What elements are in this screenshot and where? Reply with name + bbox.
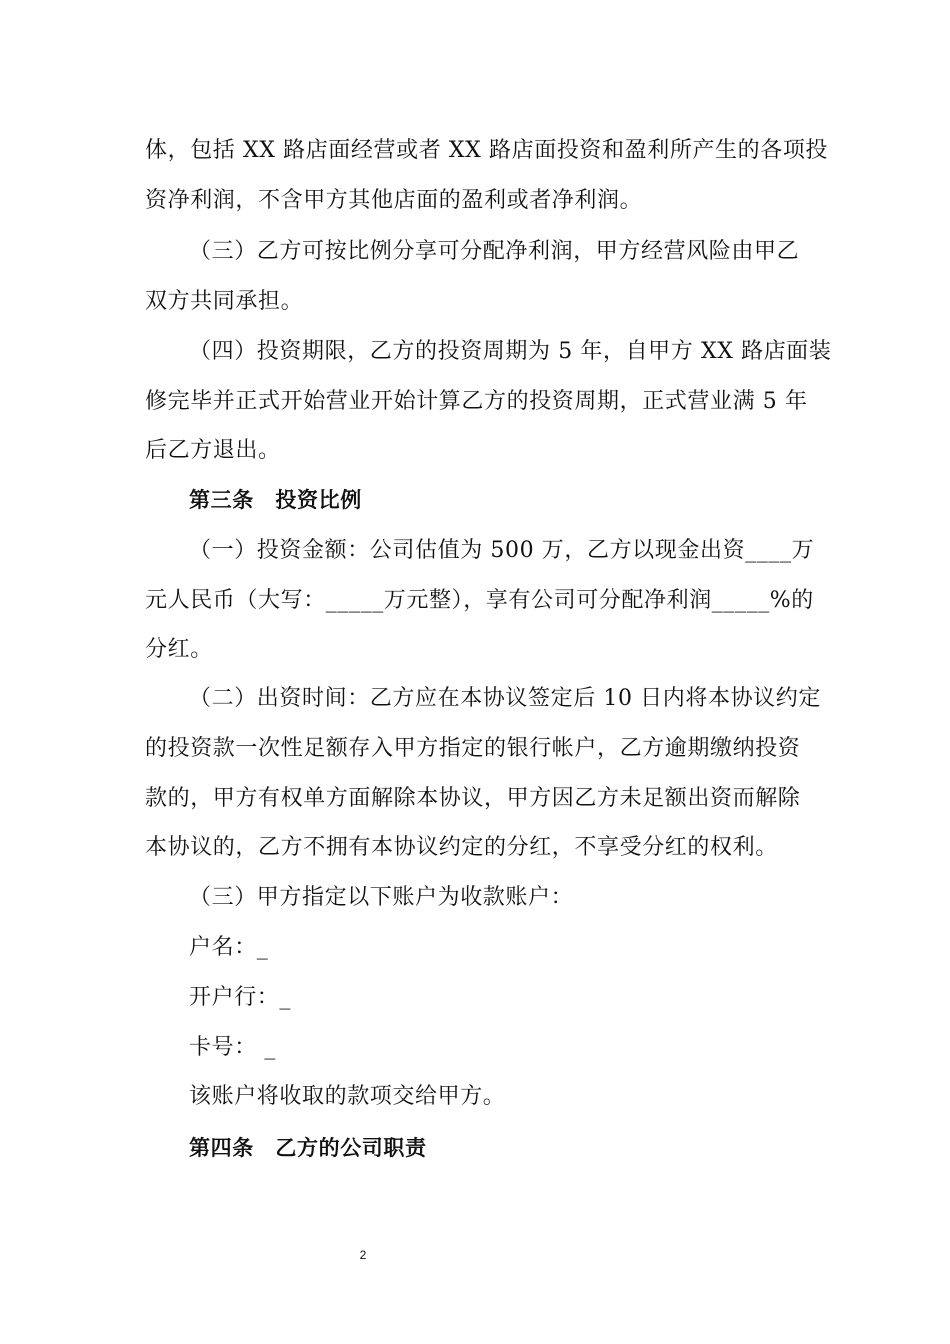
paragraph-line: （四）投资期限，乙方的投资周期为 5 年，自甲方 XX 路店面装 — [189, 339, 832, 364]
paragraph-line: 修完毕并正式开始营业开始计算乙方的投资周期，正式营业满 5 年 — [145, 389, 808, 414]
paragraph-line: 体，包括 XX 路店面经营或者 XX 路店面投资和盈利所产生的各项投 — [145, 138, 829, 163]
paragraph-line: 后乙方退出。 — [145, 438, 281, 463]
paragraph-line: 资净利润，不含甲方其他店面的盈利或者净利润。 — [145, 188, 643, 213]
paragraph-line: 的投资款一次性足额存入甲方指定的银行帐户，乙方逾期缴纳投资 — [145, 736, 801, 761]
paragraph-line: （二）出资时间：乙方应在本协议签定后 10 日内将本协议约定 — [189, 686, 821, 711]
paragraph-line: （三）甲方指定以下账户为收款账户： — [189, 885, 574, 910]
paragraph-line: 该账户将收取的款项交给甲方。 — [189, 1084, 506, 1109]
card-number-line: 卡号： _ — [189, 1035, 276, 1060]
paragraph-line: （一）投资金额：公司估值为 500 万，乙方以现金出资____万 — [189, 538, 815, 563]
section-heading: 第四条 乙方的公司职责 — [189, 1136, 427, 1160]
paragraph-line: 分红。 — [145, 637, 213, 662]
bank-line: 开户行：_ — [189, 985, 292, 1010]
paragraph-line: （三）乙方可按比例分享可分配净利润，甲方经营风险由甲乙 — [189, 239, 800, 264]
page-number: 2 — [359, 1248, 367, 1262]
section-heading: 第三条 投资比例 — [189, 488, 362, 512]
paragraph-line: 双方共同承担。 — [145, 289, 304, 314]
paragraph-line: 本协议的，乙方不拥有本协议约定的分红，不享受分红的权利。 — [145, 835, 778, 860]
paragraph-line: 款的，甲方有权单方面解除本协议，甲方因乙方未足额出资而解除 — [145, 786, 801, 811]
paragraph-line: 元人民币（大写：_____万元整），享有公司可分配净利润_____%的 — [145, 588, 814, 613]
account-name-line: 户名：_ — [189, 935, 269, 960]
